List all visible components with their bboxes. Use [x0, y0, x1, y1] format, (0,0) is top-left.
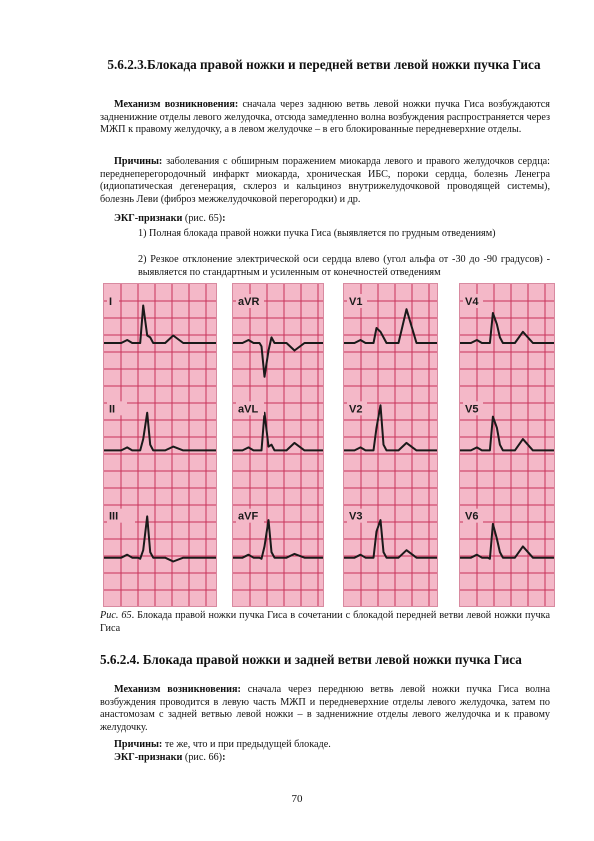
section-heading: 5.6.2.3.Блокада правой ножки и передней ветви левой ножки пучка Гиса: [107, 57, 541, 72]
ecg-trace: [460, 417, 554, 451]
ecg-signs-line-2: ЭКГ-признаки (рис. 66):: [114, 752, 226, 763]
causes-paragraph: [100, 156, 550, 206]
lead-label: V5: [465, 403, 479, 416]
ecg-trace: [460, 524, 554, 559]
section-heading-2: 5.6.2.4. Блокада правой ножки и задней ветви левой ножки пучка Гиса: [100, 652, 522, 667]
mechanism-label: Механизм возникновения:: [114, 99, 239, 110]
lead-label: II: [109, 403, 116, 416]
lead-label: III: [109, 510, 119, 523]
figure-caption: [100, 610, 550, 635]
causes-paragraph-2: [100, 739, 550, 752]
lead-label: aVL: [238, 403, 259, 416]
list-item: 1) Полная блокада правой ножки пучка Гиса (выявляется по грудным отведениям): [138, 228, 496, 239]
ecg-strip-limb-standard: [103, 283, 217, 607]
ecg-strip-chest-v1-v3: [343, 283, 438, 607]
caption-text: . Блокада правой ножки пучка Гиса в сочетании с блокадой передней ветви левой ножки пучка Гиса: [100, 610, 551, 634]
ecg-signs-label: ЭКГ-признаки: [114, 213, 183, 224]
ecg-signs-label: ЭКГ-признаки: [114, 752, 183, 763]
page-number: 70: [291, 793, 303, 805]
mechanism-text: сначала через заднюю ветвь левой ножки пучка Гиса возбуждаются задненижние отделы левого желудочка, отсюда замедленно волна возбуждения распространяется через МЖП к правому желудочку, а в левом желудочке – в его блокированные передневерхние отделы.: [100, 99, 550, 136]
causes-text: заболевания с обширным поражением миокарда левого и правого желудочков сердца: переднеперегородочный инфаркт миокарда, хроническая ИБС, пороки сердца, болезнь Ленегра (идиопатическая дегенерация, склероз и кальциноз внутрижелудочковой проводящей системы), болезнь Леви (фиброз межжелудочковой перегородки) и др.: [100, 156, 550, 205]
mechanism-paragraph: [100, 99, 550, 137]
ecg-trace: [233, 337, 323, 376]
causes-text: те же, что и при предыдущей блокаде.: [162, 739, 331, 750]
lead-label: V6: [465, 510, 479, 523]
causes-label: Причины:: [114, 739, 163, 750]
lead-label: I: [109, 296, 113, 308]
ecg-strip-limb-augmented: [232, 283, 324, 607]
ecg-signs-ref: (рис. 66): [182, 752, 223, 763]
lead-label: V4: [465, 296, 479, 308]
ecg-signs-ref: (рис. 65): [182, 213, 223, 224]
ecg-chart: [233, 284, 323, 606]
ecg-strip-chest-v4-v6: [459, 283, 555, 607]
mechanism-label: Механизм возникновения:: [114, 684, 241, 695]
lead-label: aVF: [238, 510, 259, 523]
list-item: 2) Резкое отклонение электрической оси сердца влево (угол альфа от -30 до -90 градусов) - выявляется по стандартным и усиленным от конечностей отведениям: [138, 254, 550, 278]
ecg-chart: [104, 284, 216, 606]
mechanism-text: сначала через переднюю ветвь левой ножки пучка Гиса волна возбуждения проводится в левую часть МЖП и передневерхние отделы левого желудочка, затем по анастомозам с задней ветвью левой ножки – в задненижние отделы левого желудочка и к правому желудочку.: [100, 684, 550, 733]
causes-label: Причины:: [114, 156, 163, 167]
lead-label: V2: [349, 403, 363, 416]
ecg-chart: [344, 284, 437, 606]
lead-label: V1: [349, 296, 363, 308]
lead-label: V3: [349, 510, 363, 523]
lead-label: aVR: [238, 296, 260, 308]
caption-prefix: Рис. 65: [100, 610, 132, 621]
ecg-signs-line: ЭКГ-признаки (рис. 65):: [114, 213, 226, 224]
mechanism-paragraph-2: [100, 684, 550, 734]
ecg-trace: [344, 309, 437, 343]
ecg-chart: [460, 284, 554, 606]
ecg-trace: [233, 413, 323, 451]
